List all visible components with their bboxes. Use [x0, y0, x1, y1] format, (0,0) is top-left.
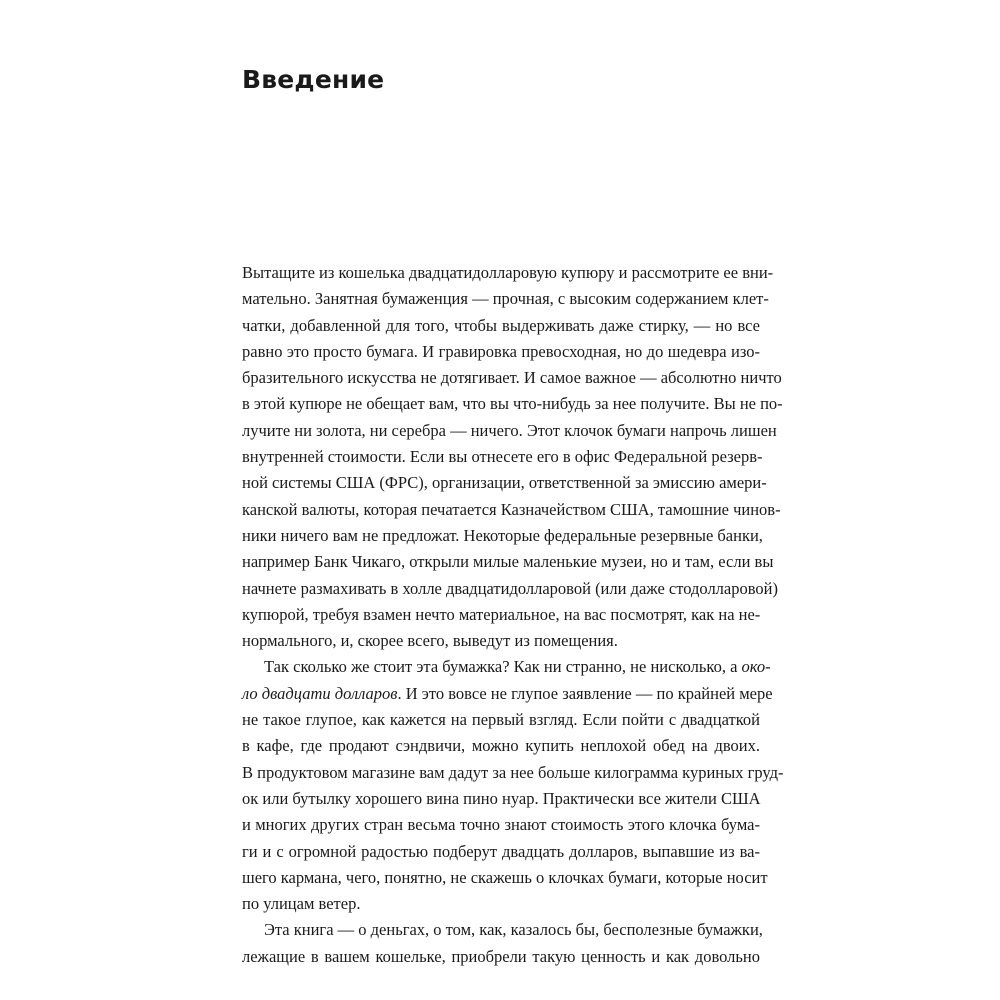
chapter-heading: Введение [242, 65, 385, 94]
text-line: лежащие в вашем кошельке, приобрели такую ценность и как довольно [242, 946, 760, 966]
text-line: равно это просто бумага. И гравировка превосходная, но до шедевра изо- [242, 341, 760, 361]
text-line: начнете размахивать в холле двадцатидолларовой (или даже стодолларовой) [242, 578, 778, 598]
text-line: ги и с огромной радостью подберут двадцать долларов, выпавшие из ва- [242, 841, 760, 861]
text-run: Так сколько же стоит эта бумажка? Как ни странно, не нисколько, а [264, 657, 742, 677]
text-line: в кафе, где продают сэндвичи, можно купить неплохой обед на двоих. [242, 736, 760, 756]
text-line: в этой купюре не обещает вам, что вы что-нибудь за нее получите. Вы не по- [242, 394, 783, 414]
text-line: мательно. Занятная бумаженция — прочная, с высоким содержанием клет- [242, 289, 769, 309]
text-line: лучите ни золота, ни серебра — ничего. Этот клочок бумаги напрочь лишен [242, 420, 777, 440]
italic-run: око- [741, 657, 771, 677]
text-run: . И это вовсе не глупое заявление — по крайней мере [397, 683, 773, 703]
text-line: чатки, добавленной для того, чтобы выдерживать даже стирку, — но все [242, 315, 760, 335]
text-line: и многих других стран весьма точно знают стоимость этого клочка бума- [242, 815, 760, 835]
text-line: не такое глупое, как кажется на первый взгляд. Если пойти с двадцаткой [242, 710, 760, 730]
italic-run: ло двадцати долларов [242, 683, 398, 703]
text-line: купюрой, требуя взамен нечто материальное, на вас посмотрят, как на не- [242, 604, 761, 624]
text-line: ники ничего вам не предложат. Некоторые федеральные резервные банки, [242, 525, 763, 545]
text-line: по улицам ветер. [242, 894, 361, 914]
text-line [242, 654, 771, 680]
text-line: бразительного искусства не дотягивает. И самое важное — абсолютно ничто [242, 368, 782, 388]
text-line [242, 681, 773, 707]
text-line: Эта книга — о деньгах, о том, как, казалось бы, бесполезные бумажки, [264, 920, 763, 940]
text-line: внутренней стоимости. Если вы отнесете его в офис Федеральной резерв- [242, 447, 763, 467]
text-line: например Банк Чикаго, открыли милые маленькие музеи, но и там, если вы [242, 552, 774, 572]
text-line: канской валюты, которая печатается Казначейством США, тамошние чинов- [242, 499, 781, 519]
text-line: шего кармана, чего, понятно, не скажешь о клочках бумаги, которые носит [242, 867, 768, 887]
text-line: ной системы США (ФРС), организации, ответственной за эмиссию амери- [242, 473, 767, 493]
body-text [242, 260, 784, 970]
text-line: ок или бутылку хорошего вина пино нуар. Практически все жители США [242, 788, 761, 808]
text-line: В продуктовом магазине вам дадут за нее больше килограмма куриных груд- [242, 762, 784, 782]
text-line: нормального, и, скорее всего, выведут из помещения. [242, 631, 618, 651]
text-line: Вытащите из кошелька двадцатидолларовую купюру и рассмотрите ее вни- [242, 263, 774, 282]
